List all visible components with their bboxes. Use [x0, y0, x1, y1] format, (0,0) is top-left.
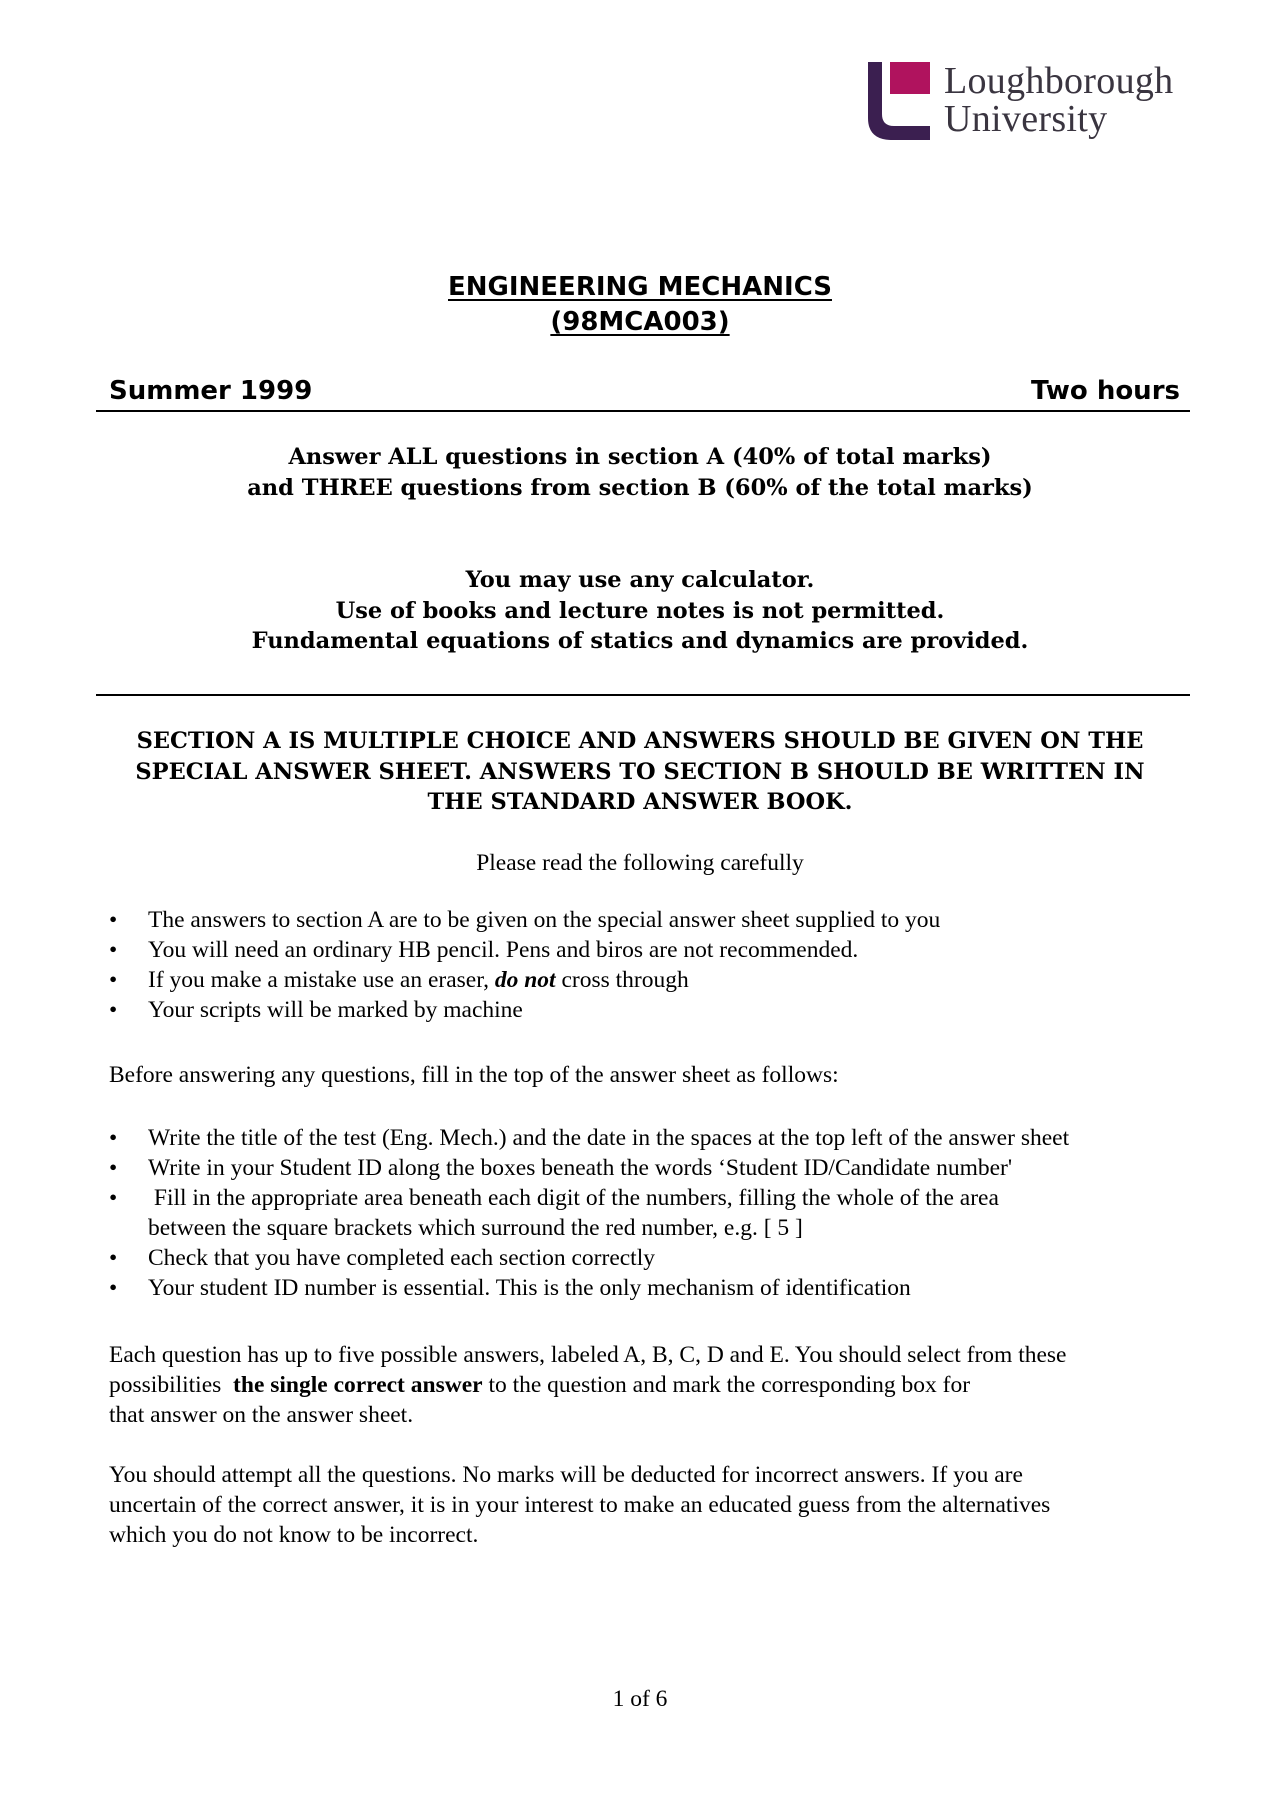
logo-line-2: University — [944, 98, 1108, 140]
university-logo-text — [944, 62, 1173, 138]
course-code: (98MCA003) — [550, 307, 730, 337]
emphasis-text: do not — [494, 967, 556, 993]
bullet-icon: • — [109, 1185, 118, 1211]
exam-rules — [0, 565, 1280, 657]
emphasis-text: the single correct answer — [233, 1372, 483, 1398]
bullet-icon: • — [109, 1245, 118, 1271]
answer-instructions — [0, 442, 1280, 503]
list-item: • The answers to section A are to be given on the special answer sheet supplied to you — [109, 907, 941, 933]
logo-line-1: Loughborough — [944, 60, 1174, 102]
rule-line: You may use any calculator. — [465, 567, 815, 593]
course-title: ENGINEERING MECHANICS — [448, 272, 832, 302]
bullet-icon: • — [109, 967, 118, 993]
list-item: • Check that you have completed each section correctly — [109, 1245, 655, 1271]
exam-session: Summer 1999 — [109, 376, 313, 406]
bullet-icon: • — [109, 997, 118, 1023]
notice-line: THE STANDARD ANSWER BOOK. — [427, 789, 853, 815]
answer-sheet-bullets — [109, 905, 1199, 1025]
header-divider — [96, 410, 1190, 412]
section-divider — [96, 694, 1190, 696]
exam-duration: Two hours — [1031, 376, 1180, 406]
university-logo-mark-icon — [868, 62, 930, 140]
bullet-icon: • — [109, 1275, 118, 1301]
bullet-icon: • — [109, 907, 118, 933]
answer-line: and THREE questions from section B (60% of the total marks) — [247, 474, 1033, 501]
please-read-heading: Please read the following carefully — [476, 850, 804, 876]
list-item: • Write the title of the test (Eng. Mech.) and the date in the spaces at the top left of the answer sheet — [109, 1125, 1070, 1151]
list-item: • Write in your Student ID along the boxes beneath the words ‘Student ID/Candidate number' — [109, 1155, 1013, 1181]
bullet-icon: • — [109, 1125, 118, 1151]
list-item: • Your scripts will be marked by machine — [109, 997, 523, 1023]
list-item: • You will need an ordinary HB pencil. Pens and biros are not recommended. — [109, 937, 859, 963]
rule-line: Use of books and lecture notes is not permitted. — [335, 597, 945, 624]
list-item: • Fill in the appropriate area beneath each digit of the numbers, filling the whole of the area between the square brackets which surround the red number, e.g. [ 5 ] — [109, 1185, 999, 1241]
attempt-all-paragraph: You should attempt all the questions. No marks will be deducted for incorrect answers. If you are uncertain of the correct answer, it is in your interest to make an educated guess from the alternatives which you do not know to be incorrect. — [109, 1462, 1051, 1548]
bullet-icon: • — [109, 1155, 118, 1181]
list-item: • Your student ID number is essential. This is the only mechanism of identification — [109, 1275, 911, 1301]
notice-line: SECTION A IS MULTIPLE CHOICE AND ANSWERS SHOULD BE GIVEN ON THE — [136, 728, 1144, 754]
university-logo — [868, 62, 1218, 142]
before-answering-text: Before answering any questions, fill in the top of the answer sheet as follows: — [109, 1062, 839, 1088]
page-number: 1 of 6 — [612, 1686, 668, 1712]
notice-line: SPECIAL ANSWER SHEET. ANSWERS TO SECTION B SHOULD BE WRITTEN IN — [135, 758, 1145, 785]
answer-line: Answer ALL questions in section A (40% of total marks) — [288, 444, 992, 470]
answer-selection-paragraph: Each question has up to five possible answers, labeled A, B, C, D and E. You should select from these possibilities the single correct answer to the question and mark the corresponding box for that answer on the answer sheet. — [109, 1342, 1067, 1428]
bullet-icon: • — [109, 937, 118, 963]
list-item: • If you make a mistake use an eraser, do not cross through — [109, 967, 689, 993]
fill-in-bullets — [109, 1123, 1199, 1303]
section-notice — [0, 726, 1280, 818]
rule-line: Fundamental equations of statics and dynamics are provided. — [251, 628, 1029, 654]
